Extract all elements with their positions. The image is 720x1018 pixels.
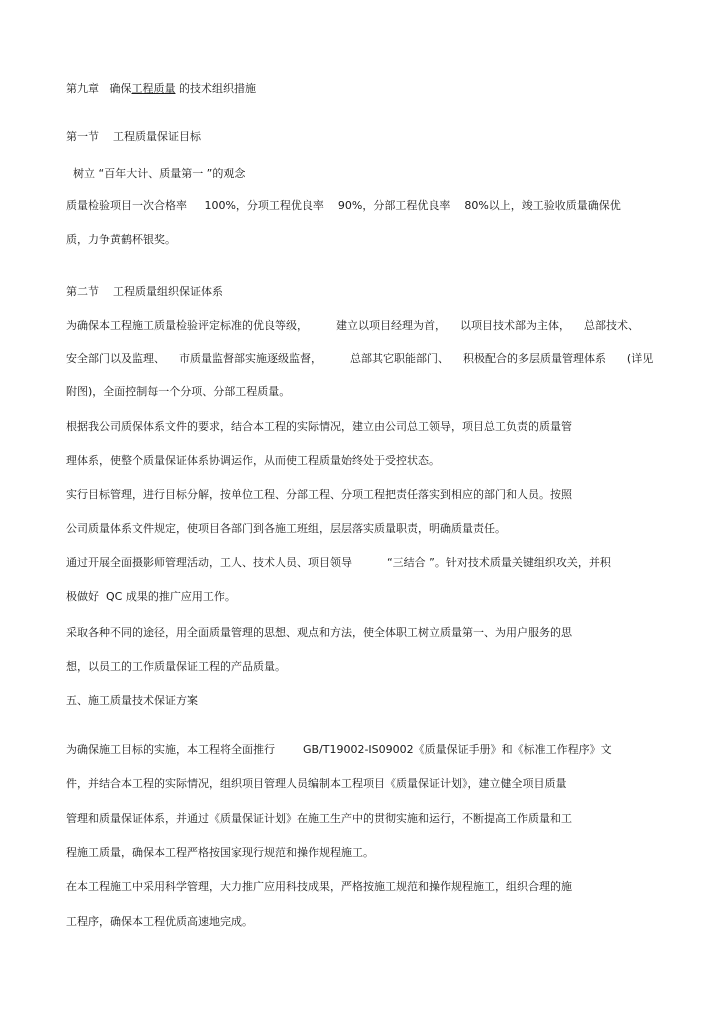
paragraph-line: 件，并结合本工程的实际情况，组织项目管理人员编制本工程项目《质量保证计划》，建立健全项目质量	[66, 777, 567, 790]
paragraph-line: 附图)，全面控制每一个分项、分部工程质量。	[66, 385, 291, 398]
section-title: 第一节 工程质量保证目标	[66, 130, 201, 143]
section-title: 五、施工质量技术保证方案	[66, 694, 198, 707]
chapter-title-underlined: 工程质量	[131, 82, 176, 95]
paragraph-line: 采取各种不同的途径，用全面质量管理的思想、观点和方法，使全体职工树立质量第一、为用户服务的思	[66, 626, 572, 639]
paragraph-line: 公司质量体系文件规定，使项目各部门到各施工班组，层层落实质量职责，明确质量责任。	[66, 522, 506, 535]
section-title: 第二节 工程质量组织保证体系	[66, 285, 223, 298]
paragraph-line: 实行目标管理，进行目标分解，按单位工程、分部工程、分项工程把责任落实到相应的部门和人员。按照	[66, 488, 572, 501]
chapter-title-prefix: 第九章 确保	[66, 82, 132, 95]
paragraph-line: 质量检验项目一次合格率 100%，分项工程优良率 90%，分部工程优良率 80%以上，竣工验收质量确保优	[66, 199, 621, 212]
chapter-title	[66, 82, 256, 96]
paragraph-line: 想，以员工的工作质量保证工程的产品质量。	[66, 660, 286, 673]
paragraph-line: 为确保本工程施工质量检验评定标准的优良等级， 建立以项目经理为首， 以项目技术部为主体， 总部技术、	[66, 319, 639, 332]
paragraph-line: 为确保施工目标的实施，本工程将全面推行 GB/T19002-IS09002《质量保证手册》和《标准工作程序》文	[66, 743, 612, 756]
paragraph-line: 通过开展全面摄影师管理活动，工人、技术人员、项目领导 “三结合 ”。针对技术质量关键组织攻关，并积	[66, 556, 611, 569]
paragraph-line: 工程序，确保本工程优质高速地完成。	[66, 915, 253, 928]
chapter-title-suffix: 的技术组织措施	[175, 82, 256, 95]
paragraph-line: 程施工质量，确保本工程严格按国家现行规范和操作规程施工。	[66, 846, 374, 859]
paragraph-line: 理体系，使整个质量保证体系协调运作，从而使工程质量始终处于受控状态。	[66, 454, 440, 467]
paragraph-line: 极做好 QC 成果的推广应用工作。	[66, 590, 236, 603]
paragraph-line: 树立 “百年大计、质量第一 ”的观念	[66, 167, 246, 180]
paragraph-line: 根据我公司质保体系文件的要求，结合本工程的实际情况，建立由公司总工领导，项目总工负责的质量管	[66, 420, 572, 433]
paragraph-line: 质，力争黄鹤杯银奖。	[66, 233, 176, 246]
paragraph-line: 管理和质量保证体系，并通过《质量保证计划》在施工生产中的贯彻实施和运行，不断提高工作质量和工	[66, 812, 572, 825]
paragraph-line: 安全部门以及监理、 市质量监督部实施逐级监督， 总部其它职能部门、 积极配合的多层质量管理体系 (详见	[66, 352, 654, 365]
paragraph-line: 在本工程施工中采用科学管理，大力推广应用科技成果，严格按施工规范和操作规程施工，组织合理的施	[66, 880, 572, 893]
